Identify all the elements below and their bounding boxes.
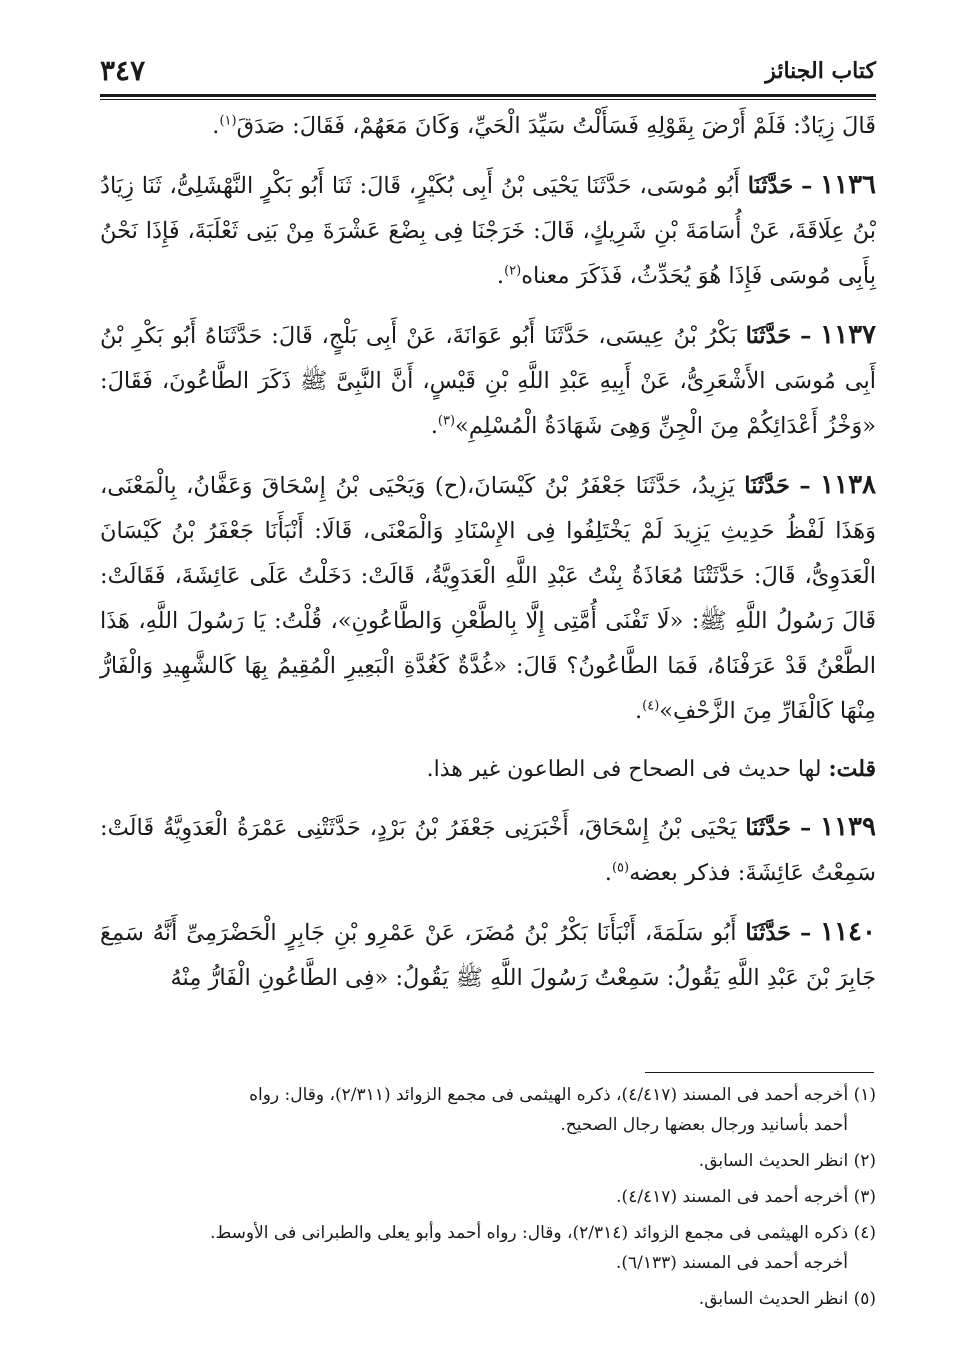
header-rule-thin [100,99,876,100]
footnote-text: ذكره الهيثمى فى مجمع الزوائد (٢/٣١٤)، وقال: رواه أحمد وأبو يعلى والطبرانى فى الأوسط. [210,1223,849,1243]
footnote-continuation: أخرجه أحمد فى المسند (٦/١٣٣). [615,1253,848,1273]
note-label: قلت: [828,756,876,782]
chapter-title: كتاب الجنائز [765,58,876,84]
footnote-text: أخرجه أحمد فى المسند (٤/٤١٧)، ذكره الهيثمى فى مجمع الزوائد (٢/٣١١)، وقال: رواه [249,1085,849,1105]
footnote-1 [100,1080,876,1140]
footnote-text: انظر الحديث السابق. [698,1151,849,1171]
hadith-1139 [100,805,876,896]
hadith-1137 [100,313,876,449]
paragraph-text: قَالَ زِيَادٌ: فَلَمْ أَرْضَ بِقَوْلِهِ فَسَأَلْتُ سَيِّدَ الْحَيِّ، وَكَانَ مَعَهُمْ، فَقَالَ: صَدَقَ [236,113,876,139]
footnote-continuation: أحمد بأسانيد ورجال بعضها رجال الصحيح. [560,1115,848,1135]
footnote-3 [100,1182,876,1212]
footnote-4 [100,1218,876,1278]
hadith-opening: حَدَّثَنَا [745,920,792,946]
paragraph-tail: . [604,860,612,886]
paragraph-text: يَزِيدُ، حَدَّثَنَا جَعْفَرُ بْنُ كَيْسَانَ،(ح) وَيَحْيَى بْنُ إِسْحَاقَ وَعَفَّانُ، بِالْمَعْنَى، وَهَذَا لَفْظُ حَدِيثِ يَزِيدَ لَمْ يَخْتَلِفُوا فِى الإِسْنَادِ وَالْمَعْنَى، قَالَا: أَنْبَأَنَا جَعْفَرُ بْنُ كَيْسَانَ الْعَدَوِىُّ، قَالَ: حَدَّثَتْنَا مُعَاذَةُ بِنْتُ عَبْدِ اللَّهِ الْعَدَوِيَّةُ، قَالَتْ: دَخَلْتُ عَلَى عَائِشَةَ، فَقَالَتْ: قَالَ رَسُولُ اللَّهِ ﷺ: «لَا تَفْنَى أُمَّتِى إِلَّا بِالطَّعْنِ وَالطَّاعُونِ»، قُلْتُ: يَا رَسُولَ اللَّهِ، هَذَا الطَّعْنُ قَدْ عَرَفْنَاهُ، فَمَا الطَّاعُونُ؟ قَالَ: «غُدَّةٌ كَغُدَّةِ الْبَعِيرِ الْمُقِيمُ بِهَا كَالشَّهِيدِ وَالْفَارُّ مِنْهَا كَالْفَارِّ مِنَ الزَّحْفِ» [100,473,876,724]
footnote-ref: (٢) [504,263,522,279]
paragraph-tail: . [430,413,438,439]
page-number: ٣٤٧ [100,54,146,87]
note-text: لها حديث فى الصحاح فى الطاعون غير هذا. [426,757,822,782]
footnote-label: (٤) [853,1223,876,1243]
hadith-opening: حَدَّثَنَا [745,323,792,349]
footnotes [100,1080,876,1320]
footnote-ref: (٤) [642,698,660,714]
hadith-1136 [100,163,876,299]
footnote-label: (٥) [853,1289,876,1309]
paragraph-tail: . [634,698,643,724]
paragraph-tail: . [212,113,220,139]
hadith-1140 [100,910,876,1001]
footnote-text: أخرجه أحمد فى المسند (٤/٤١٧). [616,1187,849,1207]
dash-separator: – [800,323,812,349]
author-note [100,748,876,791]
hadith-number: ١١٣٦ [820,170,877,200]
hadith-opening: حَدَّثَنَا [747,173,794,199]
dash-separator: – [799,473,811,499]
paragraph-text: يَحْيَى بْنُ إِسْحَاقَ، أَخْبَرَنِى جَعْفَرُ بْنُ بَرْدٍ، حَدَّثَتْنِى عَمْرَةُ الْعَدَوِيَّةُ قَالَتْ: سَمِعْتُ عَائِشَةَ: فذكر بعضه [100,815,876,886]
hadith-opening: حَدَّثَنَا [744,473,790,499]
page-header [100,52,876,92]
hadith-opening: حَدَّثَنَا [745,815,792,841]
footnote-text: انظر الحديث السابق. [698,1289,849,1309]
dash-separator: – [799,920,812,946]
footnote-label: (٣) [853,1187,876,1207]
hadith-number: ١١٣٨ [820,470,877,500]
footnote-ref: (٣) [437,413,456,429]
footnote-separator [645,1072,874,1073]
footnote-5 [100,1284,876,1314]
dash-separator: – [799,815,812,841]
header-rule [100,94,876,97]
paragraph-tail: . [496,263,505,289]
dash-separator: – [801,173,813,199]
hadith-number: ١١٤٠ [820,917,876,947]
footnote-ref: (١) [219,113,237,129]
hadith-number: ١١٣٧ [820,320,877,350]
paragraph-text: أَبُو سَلَمَةَ، أَنْبَأَنَا بَكْرُ بْنُ مُضَرَ، عَنْ عَمْرِو بْنِ جَابِرٍ الْحَضْرَمِىِّ أَنَّهُ سَمِعَ جَابِرَ بْنَ عَبْدِ اللَّهِ يَقُولُ: سَمِعْتُ رَسُولَ اللَّهِ ﷺ يَقُولُ: «فِى الطَّاعُونِ الْفَارُّ مِنْهُ [100,920,876,991]
paragraph-text: بَكْرُ بْنُ عِيسَى، حَدَّثَنَا أَبُو عَوَانَةَ، عَنْ أَبِى بَلْجٍ، قَالَ: حَدَّثَنَاهُ أَبُو بَكْرِ بْنُ أَبِى مُوسَى الأَشْعَرِىُّ، عَنْ أَبِيهِ عَبْدِ اللَّهِ بْنِ قَيْسٍ، أَنَّ النَّبِىَّ ﷺ ذَكَرَ الطَّاعُونَ، فَقَالَ: «وَخْزُ أَعْدَائِكُمْ مِنَ الْجِنِّ وَهِىَ شَهَادَةُ الْمُسْلِمِ» [100,323,876,439]
footnote-label: (٢) [853,1151,876,1171]
main-text [100,104,876,1015]
hadith-1138 [100,463,876,734]
paragraph-text: أَبُو مُوسَى، حَدَّثَنَا يَحْيَى بْنُ أَبِى بُكَيْرٍ، قَالَ: ثَنَا أَبُو بَكْرٍ النَّهْشَلِىُّ، ثَنَا زِيَادُ بْنُ عِلَاقَةَ، عَنْ أُسَامَةَ بْنِ شَرِيكٍ، قَالَ: خَرَجْنَا فِى بِضْعَ عَشْرَةَ مِنْ بَنِى ثَعْلَبَةَ، فَإِذَا نَحْنُ بِأَبِى مُوسَى فَإِذَا هُوَ يُحَدِّثُ، فَذَكَرَ معناه [100,173,876,289]
paragraph-continuation [100,104,876,149]
hadith-number: ١١٣٩ [820,812,876,842]
footnote-2 [100,1146,876,1176]
footnote-label: (١) [853,1085,876,1105]
footnote-ref: (٥) [611,860,630,876]
